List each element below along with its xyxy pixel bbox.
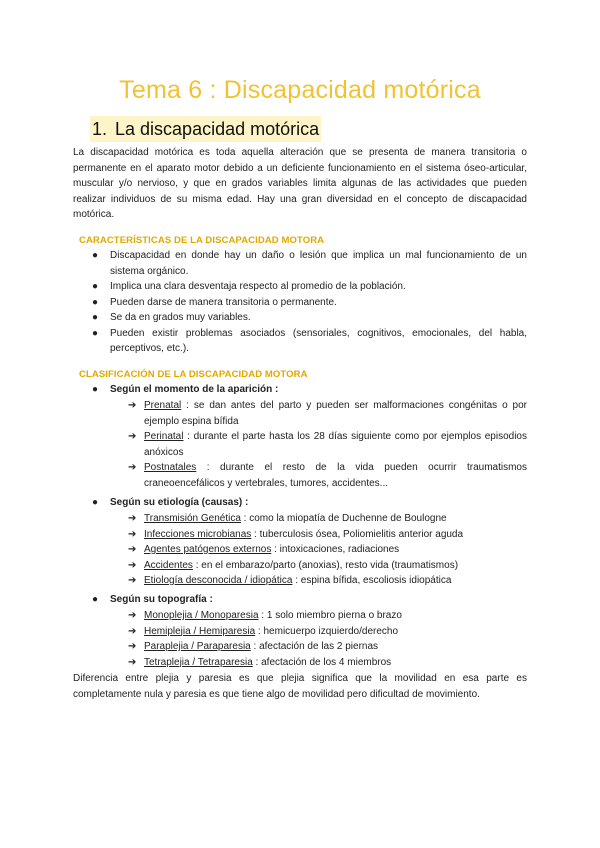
arrow-icon: ➔ — [128, 400, 137, 411]
bullet-icon: ● — [92, 296, 99, 308]
etiologia-list — [128, 511, 527, 589]
bullet-icon: ● — [92, 281, 99, 292]
page-title: Tema 6 : Discapacidad motórica — [119, 76, 481, 104]
arrow-icon: ➔ — [128, 610, 137, 621]
list-item: ➔ Paraplejia / Paraparesia : afectación de las 2 piernas — [144, 639, 527, 655]
list-item: ● Implica una clara desventaja respecto al promedio de la población. — [110, 279, 527, 295]
arrow-icon: ➔ — [128, 544, 137, 555]
arrow-icon: ➔ — [128, 431, 137, 442]
list-item: ➔ Postnatales : durante el resto de la vida pueden ocurrir traumatismos craneoencefálicos y vertebrales, tumores, accidentes... — [128, 462, 527, 489]
momento-list — [128, 398, 527, 491]
list-item: ➔ Etiología desconocida / idiopática : espina bífida, escoliosis idiopática — [144, 573, 527, 589]
term: Perinatal — [144, 431, 184, 442]
caracteristicas-list — [92, 248, 527, 357]
bullet-icon: ● — [92, 594, 99, 605]
term: Monoplejia / Monoparesia — [144, 610, 259, 621]
term: Infecciones microbianas — [144, 528, 252, 540]
clasificacion-title: CLASIFICACIÓN DE LA DISCAPACIDAD MOTORA — [79, 369, 308, 380]
term: Hemiplejia / Hemiparesia — [144, 625, 256, 637]
section-heading — [90, 116, 321, 142]
list-item: ● Se da en grados muy variables. — [110, 310, 527, 326]
list-item: ➔ Perinatal : durante el parte hasta los 28 días siguiente como por ejemplos episodios anóxicos — [128, 431, 527, 458]
term: Prenatal — [144, 400, 182, 411]
group-label: ● Según su etiología (causas) : — [110, 495, 527, 511]
term: Tetraplejia / Tetraparesia — [144, 656, 253, 668]
group-label: ● Según el momento de la aparición : — [110, 382, 527, 398]
term: Postnatales — [144, 462, 197, 473]
list-item: ➔ Accidentes : en el embarazo/parto (anoxias), resto vida (traumatismos) — [144, 558, 527, 574]
arrow-icon: ➔ — [128, 656, 137, 668]
arrow-icon: ➔ — [128, 625, 137, 637]
term: Agentes patógenos externos — [144, 544, 272, 555]
list-item: ➔ Hemiplejia / Hemiparesia : hemicuerpo izquierdo/derecho — [144, 624, 527, 640]
term: Transmisión Genética — [144, 513, 241, 524]
list-item: ➔ Prenatal : se dan antes del parto y pueden ser malformaciones congénitas o por ejemplo espina bífida — [128, 400, 527, 427]
section-number: 1. — [92, 119, 108, 139]
momento-group — [92, 382, 527, 398]
term: Etiología desconocida / idiopática — [144, 575, 293, 586]
group-label: ● Según su topografía : — [110, 592, 527, 608]
bullet-icon: ● — [92, 250, 99, 261]
caracteristicas-title: CARACTERÍSTICAS DE LA DISCAPACIDAD MOTORA — [79, 235, 325, 246]
bullet-icon: ● — [92, 327, 99, 339]
list-item: ➔ Transmisión Genética : como la miopatía de Duchenne de Boulogne — [144, 511, 527, 527]
term: Paraplejia / Paraparesia — [144, 641, 251, 652]
section-heading-text: La discapacidad motórica — [115, 119, 320, 139]
conclusion-paragraph: Diferencia entre plejia y paresia es que plejia significa que la movilidad en esa parte es completamente nula y paresia es que tiene algo de movilidad pero dificultad de movimiento. — [73, 673, 527, 700]
arrow-icon: ➔ — [128, 559, 137, 571]
intro-paragraph: La discapacidad motórica es toda aquella alteración que se presenta de manera transitoria o permanente en el aparato motor debido a un deficiente funcionamiento en el sistema óseo-articular, muscular y/o nervioso, y que en grados variables limita algunas de las actividades que pueden realizar individuos de su misma edad. Hay una gran diversidad en el concepto de discapacidad motórica. — [73, 147, 527, 220]
topografia-group — [92, 592, 527, 608]
arrow-icon: ➔ — [128, 462, 137, 473]
list-item: ➔ Tetraplejia / Tetraparesia : afectación de los 4 miembros — [144, 655, 527, 671]
list-item: ● Pueden darse de manera transitoria o permanente. — [110, 295, 527, 311]
list-item: ● Pueden existir problemas asociados (sensoriales, cognitivos, emocionales, del habla, perceptivos, etc.). — [92, 327, 527, 354]
arrow-icon: ➔ — [128, 513, 137, 524]
arrow-icon: ➔ — [128, 641, 137, 652]
topografia-list — [128, 608, 527, 670]
bullet-icon: ● — [92, 312, 99, 323]
list-item: ➔ Monoplejia / Monoparesia : 1 solo miembro pierna o brazo — [144, 608, 527, 624]
list-item: ● Discapacidad en donde hay un daño o lesión que implica un mal funcionamiento de un sistema orgánico. — [92, 250, 527, 277]
bullet-icon: ● — [92, 497, 99, 508]
etiologia-group — [92, 495, 527, 511]
arrow-icon: ➔ — [128, 575, 137, 586]
list-item: ➔ Infecciones microbianas : tuberculosis ósea, Poliomielitis anterior aguda — [144, 527, 527, 543]
term: Accidentes — [144, 559, 193, 571]
bullet-icon: ● — [92, 384, 99, 395]
list-item: ➔ Agentes patógenos externos : intoxicaciones, radiaciones — [144, 542, 527, 558]
arrow-icon: ➔ — [128, 528, 137, 540]
